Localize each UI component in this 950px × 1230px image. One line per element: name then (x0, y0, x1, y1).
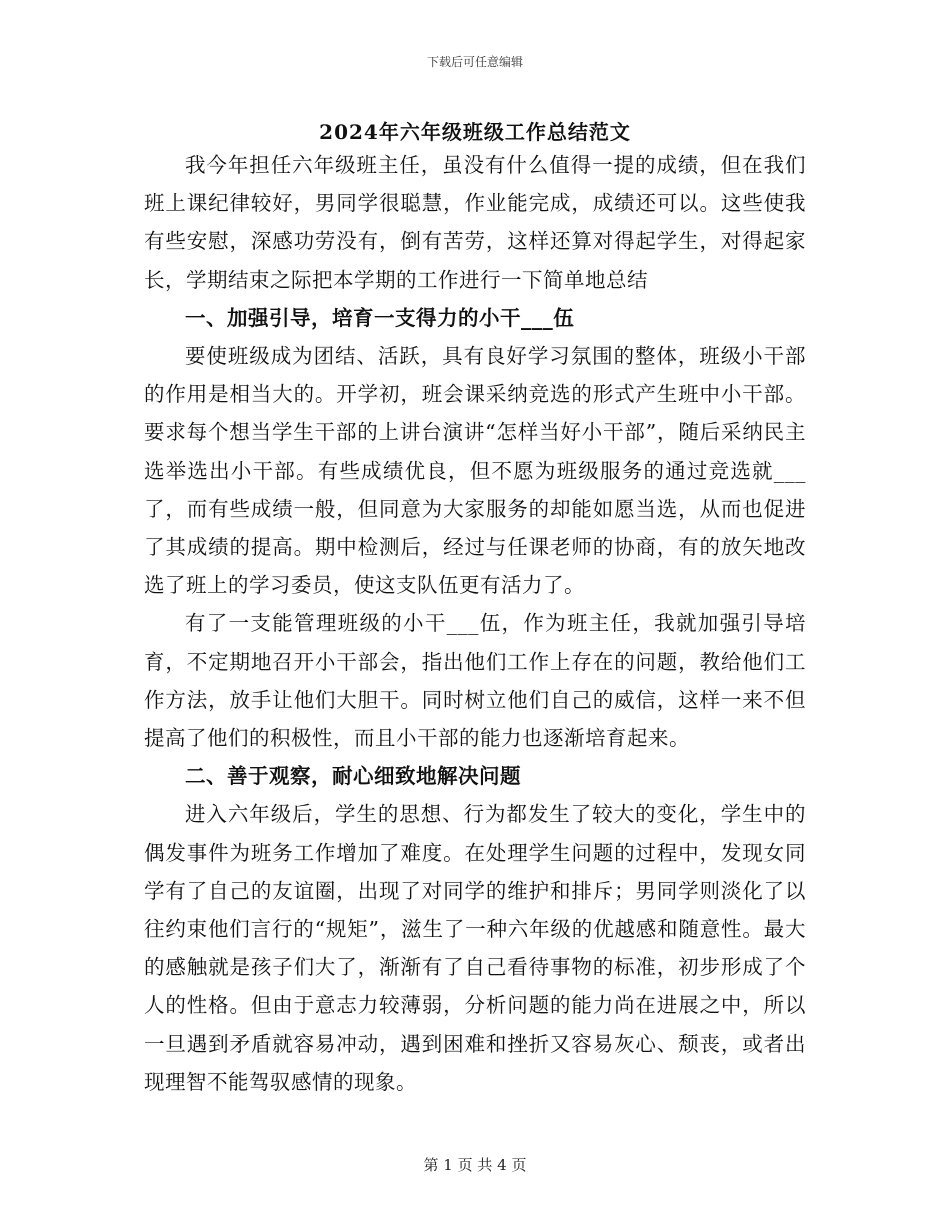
document-body (144, 146, 806, 1101)
intro-paragraph: 我今年担任六年级班主任，虽没有什么值得一提的成绩，但在我们班上课纪律较好，男同学很聪慧，作业能完成，成绩还可以。这些使我有些安慰，深感功劳没有，倒有苦劳，这样还算对得起学生，对得起家长，学期结束之际把本学期的工作进行一下简单地总结 (144, 153, 806, 292)
page-header-note: 下载后可任意编辑 (426, 55, 523, 69)
section-1-paragraph-2: 有了一支能管理班级的小干___伍，作为班主任，我就加强引导培育，不定期地召开小干部会，指出他们工作上存在的问题，教给他们工作方法，放手让他们大胆干。同时树立他们自己的威信，这样一来不但提高了他们的积极性，而且小干部的能力也逐渐培育起来。 (144, 611, 806, 751)
section-heading-2: 二、善于观察，耐心细致地解决问题 (185, 764, 521, 789)
section-heading-1: 一、加强引导，培育一支得力的小干___伍 (185, 305, 575, 330)
section-2-paragraph-1: 进入六年级后，学生的思想、行为都发生了较大的变化，学生中的偶发事件为班务工作增加了难度。在处理学生问题的过程中，发现女同学有了自己的友谊圈，出现了对同学的维护和排斥；男同学则淡化了以往约束他们言行的“规矩”，滋生了一种六年级的优越感和随意性。最大的感触就是孩子们大了，渐渐有了自己看待事物的标准，初步形成了个人的性格。但由于意志力较薄弱，分析问题的能力尚在进展之中，所以一旦遇到矛盾就容易冲动，遇到困难和挫折又容易灰心、颓丧，或者出现理智不能驾驭感情的现象。 (144, 802, 806, 1094)
page-number: 第 1 页 共 4 页 (423, 1156, 527, 1174)
section-1-paragraph-1: 要使班级成为团结、活跃，具有良好学习氛围的整体，班级小干部的作用是相当大的。开学初，班会课采纳竞选的形式产生班中小干部。要求每个想当学生干部的上讲台演讲“怎样当好小干部”，随后采纳民主选举选出小干部。有些成绩优良，但不愿为班级服务的通过竞选就___了，而有些成绩一般，但同意为大家服务的却能如愿当选，从而也促进了其成绩的提高。期中检测后，经过与任课老师的协商，有的放矢地改选了班上的学习委员，使这支队伍更有活力了。 (144, 344, 806, 598)
document-title: 2024年六年级班级工作总结范文 (319, 120, 631, 144)
